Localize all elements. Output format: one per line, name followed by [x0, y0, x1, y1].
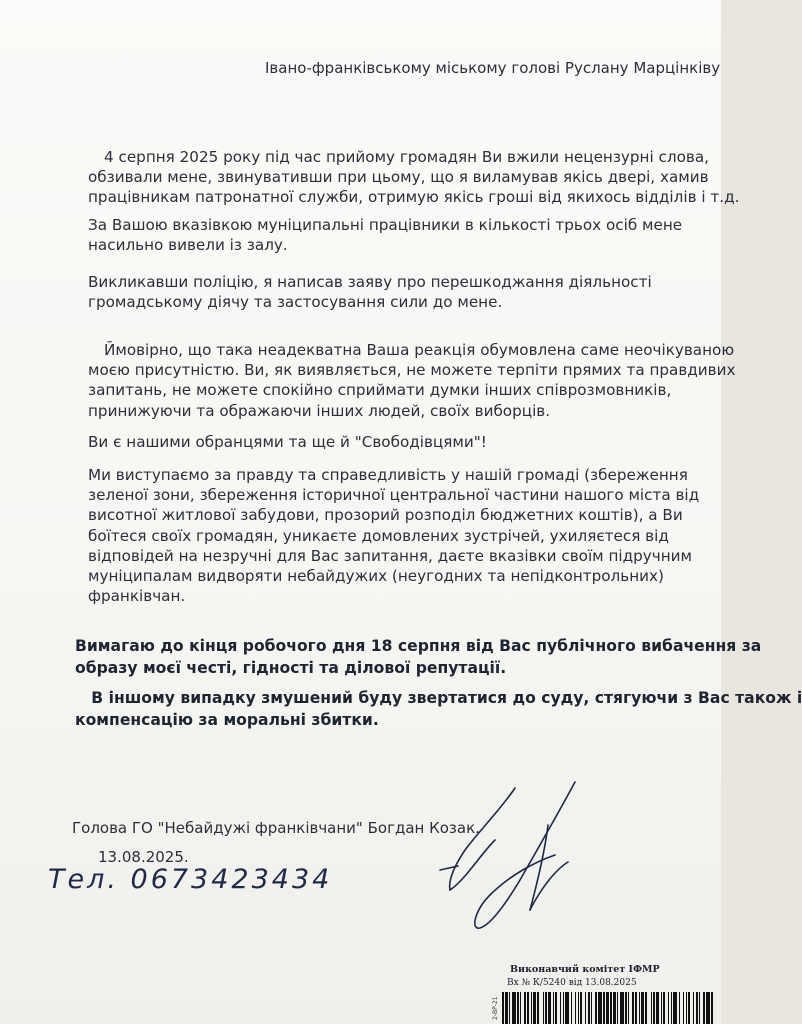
warning-paragraph: [75, 687, 802, 731]
letter-date: 13.08.2025.: [98, 848, 189, 866]
paragraph-line: відповідей на незручні для Вас запитання, даєте вказівки своїм підручним: [88, 546, 692, 565]
barcode-bar: [688, 992, 690, 1024]
barcode-bar: [632, 992, 634, 1024]
paragraph-line: боїтеся своїх громадян, уникаєте домовлених зустрічей, ухиляєтеся від: [88, 526, 669, 545]
barcode-bar: [620, 992, 624, 1024]
paragraph-police: [88, 272, 678, 312]
paragraph-community: [88, 465, 700, 606]
barcode-bar: [598, 992, 602, 1024]
paragraph-line: За Вашою вказівкою муніципальні працівники в кількості трьох осіб мене: [88, 216, 683, 234]
barcode-bar: [706, 992, 710, 1024]
barcode-bar: [673, 992, 677, 1024]
barcode-bar: [555, 992, 557, 1024]
barcode-bar: [545, 992, 547, 1024]
barcode-bar: [617, 992, 618, 1024]
paragraph-line: громадському діячу та застосування сили до мене.: [88, 293, 503, 312]
barcode-bar: [635, 992, 637, 1024]
paragraph-removal: [88, 215, 683, 255]
barcode-bar: [671, 992, 672, 1024]
barcode-bar: [679, 992, 680, 1024]
barcode-bar: [553, 992, 554, 1024]
demand-line: образу моєї честі, гідності та ділової репутації.: [75, 659, 507, 677]
barcode-bar: [613, 992, 616, 1024]
stamp-title: Виконавчий комітет ІФМР: [510, 964, 660, 975]
barcode-bar: [651, 992, 652, 1024]
barcode-bar: [512, 992, 516, 1024]
paragraph-line: зеленої зони, збереження історичної центральної частини нашого міста від: [88, 486, 700, 505]
barcode-bar: [563, 992, 564, 1024]
barcode-bar: [610, 992, 612, 1024]
barcode-bar: [505, 992, 508, 1024]
barcode-bar: [641, 992, 644, 1024]
stamp-side-mark: 2-ВР-21: [492, 996, 499, 1020]
barcode-bar: [531, 992, 532, 1024]
paragraph-line: насильно вивели із залу.: [88, 236, 288, 255]
barcode-bar: [639, 992, 640, 1024]
barcode-bar: [509, 992, 510, 1024]
barcode-bar: [703, 992, 705, 1024]
paragraph-line: працівникам патронатної служби, отримую якісь гроші від якихось відділів і т.д.: [88, 188, 740, 207]
handwritten-phone: Тел. 0673423434: [48, 864, 333, 895]
barcode-bar: [595, 992, 597, 1024]
barcode-bar: [656, 992, 659, 1024]
barcode-bar: [663, 992, 665, 1024]
barcode-bar: [543, 992, 544, 1024]
barcode-bar: [699, 992, 700, 1024]
barcode-bar: [683, 992, 684, 1024]
barcode-bar: [628, 992, 629, 1024]
paragraph-line: 4 серпня 2025 року під час прийому громадян Ви вжили нецензурні слова,: [104, 148, 709, 166]
paragraph-line: Ви є нашими обранцями та ще й "Свободівцями"!: [88, 433, 487, 451]
barcode-bar: [527, 992, 529, 1024]
warning-line: В іншому випадку змушений буду звертатися до суду, стягуючи з Вас також і: [75, 689, 802, 707]
barcode-bar: [502, 992, 504, 1024]
paragraph-line: висотної житлової забудови, прозорий розподіл бюджетних коштів), а Ви: [88, 506, 683, 525]
paragraph-line: Викликавши поліцію, я написав заяву про перешкоджання діяльності: [88, 273, 652, 291]
barcode-bar: [625, 992, 627, 1024]
barcode-bar: [575, 992, 576, 1024]
barcode-bar: [565, 992, 569, 1024]
barcode-bar: [520, 992, 521, 1024]
barcode-bar: [661, 992, 662, 1024]
barcode-bar: [578, 992, 579, 1024]
paragraph-reaction: [88, 340, 736, 421]
paragraph-elected: [88, 432, 678, 452]
handwritten-signature: [420, 770, 590, 940]
barcode-bar: [571, 992, 572, 1024]
paragraph-line: франківчан.: [88, 587, 186, 606]
paragraph-line: принижуючи та ображаючи інших людей, своїх виборців.: [88, 401, 551, 420]
barcode-bar: [711, 992, 713, 1024]
warning-line: компенсацію за моральні збитки.: [75, 711, 379, 729]
barcode-bar: [588, 992, 590, 1024]
barcode-bar: [560, 992, 561, 1024]
barcode-bar: [686, 992, 687, 1024]
paragraph-incident: [88, 147, 740, 208]
paragraph-line: муніципалам видворяти небайдужих (неугодних та непідконтрольних): [88, 567, 664, 586]
paragraph-line: запитань, не можете спокійно сприймати думки інших співрозмовників,: [88, 381, 672, 400]
paragraph-line: обзивали мене, звинувативши при цьому, що я виламував якісь двері, хамив: [88, 168, 709, 187]
barcode-bar: [653, 992, 655, 1024]
barcode-bar: [580, 992, 582, 1024]
barcode-bar: [585, 992, 586, 1024]
barcode-bar: [548, 992, 551, 1024]
barcode-bar: [533, 992, 536, 1024]
demand-paragraph: [75, 635, 762, 679]
barcode-bar: [693, 992, 694, 1024]
stamp-registration: Вх № К/5240 від 13.08.2025: [507, 978, 637, 988]
registration-stamp: [490, 962, 721, 1024]
paragraph-line: моєю присутністю. Ви, як виявляється, не можете терпіти прямих та правдивих: [88, 361, 736, 380]
barcode-bar: [668, 992, 669, 1024]
paragraph-line: Ми виступаємо за правду та справедливість у нашій громаді (збереження: [88, 466, 688, 484]
demand-line: Вимагаю до кінця робочого дня 18 серпня від Вас публічного вибачення за: [75, 637, 762, 655]
barcode-bar: [696, 992, 698, 1024]
barcode-bar: [591, 992, 592, 1024]
barcode-bar: [524, 992, 526, 1024]
barcode-bar: [603, 992, 605, 1024]
barcode-bar: [606, 992, 609, 1024]
barcode: [500, 992, 715, 1024]
author-signature-line: Голова ГО "Небайдужі франківчани" Богдан Козак.: [72, 819, 480, 837]
barcode-bar: [645, 992, 647, 1024]
paragraph-line: Ймовірно, що така неадекватна Ваша реакція обумовлена саме неочікуваною: [104, 341, 735, 359]
barcode-bar: [537, 992, 539, 1024]
recipient-line: Івано-франківському міському голові Руслану Марцінківу: [265, 59, 721, 77]
barcode-bar: [517, 992, 519, 1024]
